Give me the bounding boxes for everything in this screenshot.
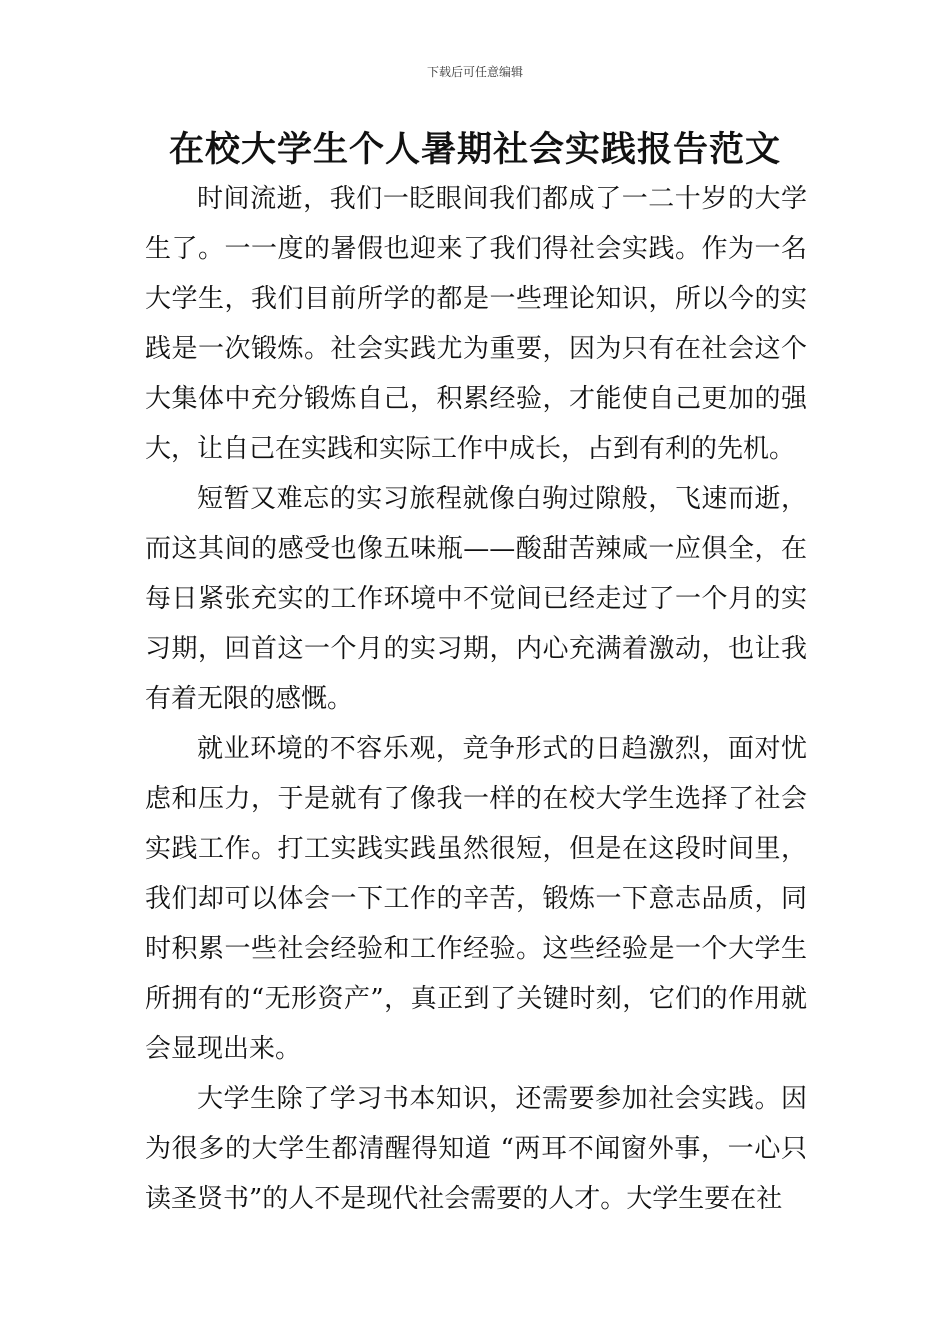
paragraph-1: 时间流逝，我们一眨眼间我们都成了一二十岁的大学生了。一一度的暑假也迎来了我们得社会实践。作为一名大学生，我们目前所学的都是一些理论知识，所以今的实践是一次锻炼。社会实践尤为重要，因为只有在社会这个大集体中充分锻炼自己，积累经验，才能使自己更加的强大，让自己在实践和实际工作中成长，占到有利的先机。	[145, 184, 807, 464]
header-note: 下载后可任意编辑	[426, 65, 523, 79]
paragraph-2: 短暂又难忘的实习旅程就像白驹过隙般，飞速而逝，而这其间的感受也像五味瓶——酸甜苦辣咸一应俱全，在每日紧张充实的工作环境中不觉间已经走过了一个月的实习期，回首这一个月的实习期，内心充满着激动，也让我有着无限的感慨。	[145, 484, 807, 714]
document-body	[145, 174, 807, 1224]
paragraph-3: 就业环境的不容乐观，竞争形式的日趋激烈，面对忧虑和压力，于是就有了像我一样的在校大学生选择了社会实践工作。打工实践实践虽然很短，但是在这段时间里，我们却可以体会一下工作的辛苦，锻炼一下意志品质，同时积累一些社会经验和工作经验。这些经验是一个大学生所拥有的“无形资产”，真正到了关键时刻，它们的作用就会显现出来。	[145, 734, 807, 1064]
paragraph-4: 大学生除了学习书本知识，还需要参加社会实践。因为很多的大学生都清醒得知道 “两耳不闻窗外事，一心只读圣贤书”的人不是现代社会需要的人才。大学生要在社	[145, 1084, 807, 1214]
document-title: 在校大学生个人暑期社会实践报告范文	[168, 130, 781, 170]
